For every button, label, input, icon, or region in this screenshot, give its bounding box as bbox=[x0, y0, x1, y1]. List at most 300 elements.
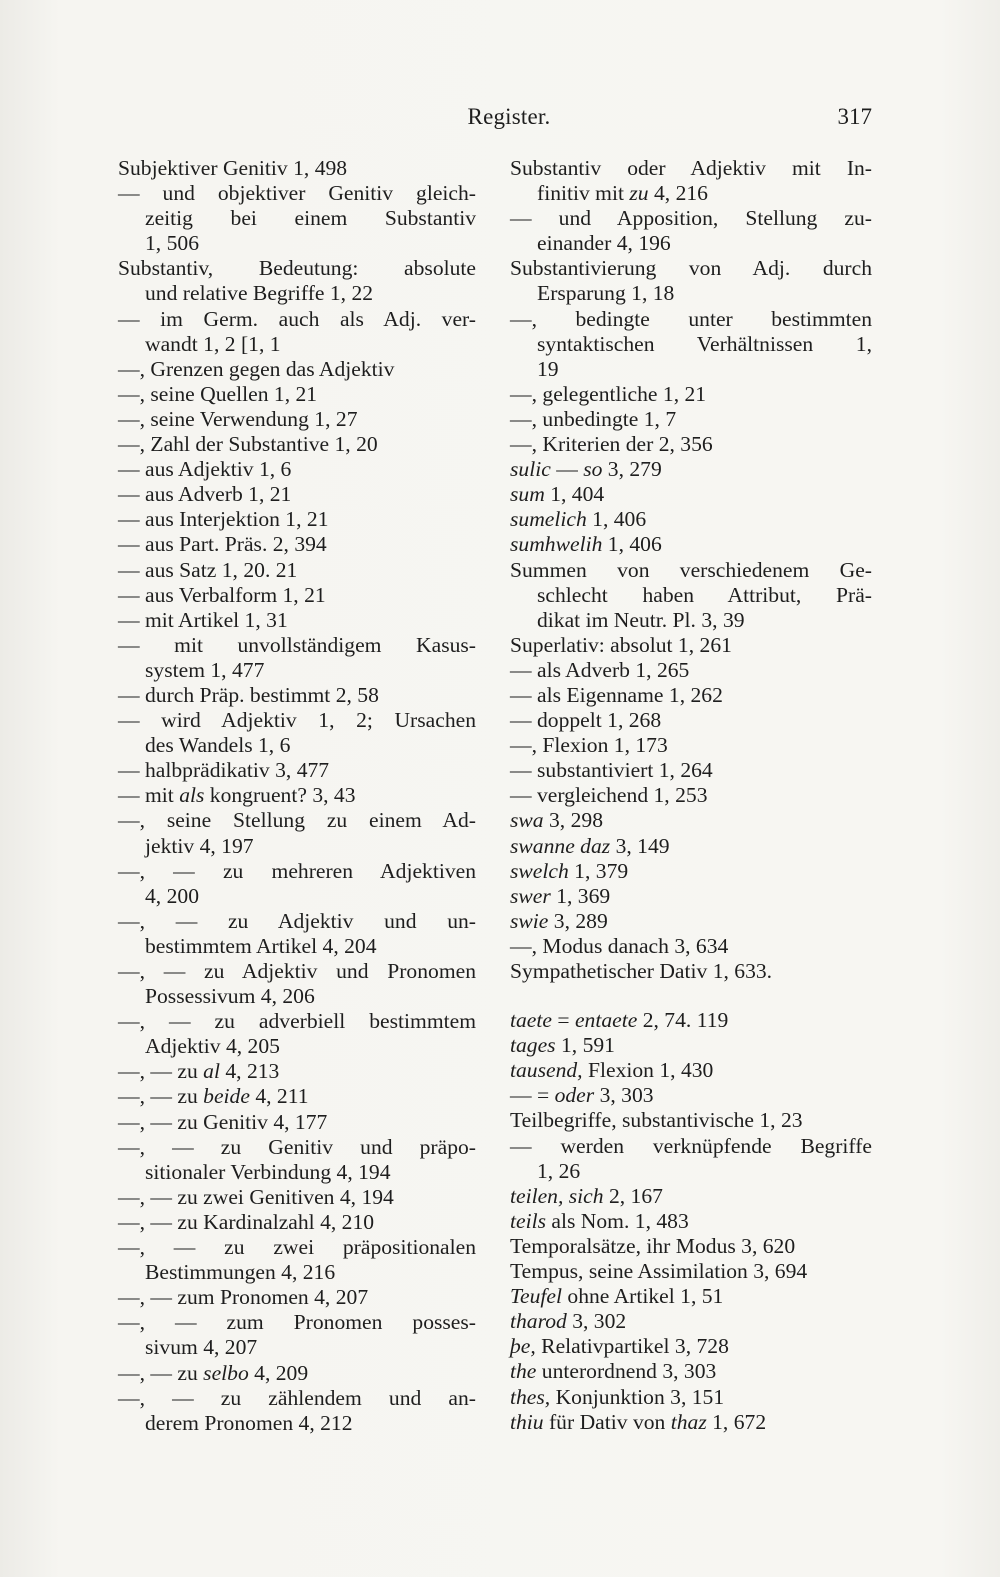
index-entry-line bbox=[510, 834, 872, 859]
index-entry-line bbox=[118, 758, 476, 783]
entry-text: Relativpartikel 3, 728 bbox=[535, 1334, 729, 1359]
index-entry-line bbox=[510, 859, 872, 884]
index-entry bbox=[510, 1359, 872, 1384]
entry-text: 1, 369 bbox=[550, 883, 611, 908]
entry-text: 4, 209 bbox=[248, 1360, 309, 1385]
entry-text: jektiv 4, 197 bbox=[145, 833, 254, 858]
index-entry-line bbox=[118, 206, 476, 231]
entry-text: —, — zu zwei Genitiven 4, 194 bbox=[118, 1184, 394, 1209]
index-entry bbox=[118, 1361, 476, 1386]
index-entry-line bbox=[510, 156, 872, 181]
entry-text: 2, 74. 119 bbox=[637, 1008, 729, 1033]
italic-term: taete bbox=[510, 1008, 552, 1033]
italic-term: tharod bbox=[510, 1309, 567, 1334]
italic-term: thiu bbox=[510, 1409, 544, 1434]
index-entry bbox=[118, 432, 476, 457]
index-entry bbox=[510, 1108, 872, 1133]
index-entry bbox=[118, 1084, 476, 1109]
index-entry-line bbox=[118, 708, 476, 733]
entry-text: 3, 149 bbox=[610, 833, 670, 858]
entry-text: 1, 26 bbox=[537, 1158, 581, 1183]
entry-text: 2, 167 bbox=[603, 1183, 663, 1208]
index-entry-line bbox=[118, 1260, 476, 1285]
entry-text: 4, 200 bbox=[145, 883, 199, 908]
index-entry-line bbox=[118, 909, 476, 934]
entry-text: syntaktischen Verhältnissen 1, bbox=[537, 331, 872, 356]
index-entry bbox=[510, 633, 872, 658]
entry-text: Bestimmungen 4, 216 bbox=[145, 1260, 336, 1285]
index-entry-line bbox=[118, 482, 476, 507]
index-entry-line bbox=[510, 1234, 872, 1259]
italic-term: swelch bbox=[510, 858, 569, 883]
index-entry-line bbox=[118, 156, 476, 181]
italic-term: als bbox=[179, 783, 205, 808]
index-entry bbox=[510, 1334, 872, 1359]
entry-text: 4, 213 bbox=[219, 1059, 280, 1084]
entry-text: 3, 298 bbox=[543, 808, 603, 833]
entry-text: Teilbegriffe, substantivische 1, 23 bbox=[510, 1108, 803, 1133]
italic-term: selbo bbox=[203, 1360, 249, 1385]
index-entry bbox=[118, 583, 476, 608]
entry-text: 1, 506 bbox=[145, 231, 199, 256]
index-entry-line bbox=[510, 1385, 872, 1410]
index-entry bbox=[510, 1259, 872, 1284]
entry-text: als Nom. 1, 483 bbox=[546, 1208, 689, 1233]
index-entry-line bbox=[510, 583, 872, 608]
index-entry bbox=[510, 206, 872, 256]
index-entry-line bbox=[118, 1084, 476, 1109]
index-entry-line bbox=[510, 783, 872, 808]
index-entry bbox=[510, 1083, 872, 1108]
entry-text: kongruent? 3, 43 bbox=[204, 783, 356, 808]
index-entry bbox=[510, 1033, 872, 1058]
entry-text: — mit Artikel 1, 31 bbox=[118, 607, 288, 632]
italic-term: swer bbox=[510, 883, 551, 908]
entry-text: — und Apposition, Stellung zu- bbox=[510, 206, 872, 231]
index-entry-line bbox=[510, 1309, 872, 1334]
entry-text: ohne Artikel 1, 51 bbox=[562, 1284, 724, 1309]
index-entry-line bbox=[118, 1009, 476, 1034]
index-entry-line bbox=[510, 1159, 872, 1184]
entry-text: — aus Adjektiv 1, 6 bbox=[118, 457, 292, 482]
italic-term: swanne daz bbox=[510, 833, 611, 858]
entry-text: Adjektiv 4, 205 bbox=[145, 1034, 280, 1059]
index-entry-line bbox=[118, 783, 476, 808]
italic-term: sulic bbox=[510, 457, 551, 482]
entry-text: 3, 279 bbox=[602, 457, 662, 482]
index-entry-line bbox=[510, 884, 872, 909]
index-entry-line bbox=[118, 507, 476, 532]
entry-text: finitiv mit bbox=[537, 181, 630, 206]
entry-text: —, — zu zwei präpositionalen bbox=[118, 1235, 476, 1260]
index-entry bbox=[510, 1209, 872, 1234]
index-entry bbox=[510, 482, 872, 507]
entry-text: Ersparung 1, 18 bbox=[537, 281, 675, 306]
index-entry-line bbox=[118, 1034, 476, 1059]
index-entry-line bbox=[118, 633, 476, 658]
entry-text: — durch Präp. bestimmt 2, 58 bbox=[118, 682, 379, 707]
index-entry-line bbox=[510, 1209, 872, 1234]
index-entry bbox=[510, 256, 872, 306]
index-entry bbox=[118, 1285, 476, 1310]
index-entry-line bbox=[510, 1259, 872, 1284]
italic-term: teils bbox=[510, 1208, 546, 1233]
index-entry bbox=[510, 156, 872, 206]
entry-text: bestimmtem Artikel 4, 204 bbox=[145, 933, 377, 958]
index-entry bbox=[510, 382, 872, 407]
index-entry-line bbox=[118, 934, 476, 959]
entry-text: Substantiv, Bedeutung: absolute bbox=[118, 256, 476, 281]
entry-text: — = bbox=[510, 1083, 555, 1108]
entry-text: dikat im Neutr. Pl. 3, 39 bbox=[537, 607, 745, 632]
index-entry-line bbox=[118, 658, 476, 683]
index-entry-line bbox=[118, 683, 476, 708]
index-entry-line bbox=[118, 357, 476, 382]
italic-term: sum bbox=[510, 482, 545, 507]
index-entry-line bbox=[510, 357, 872, 382]
entry-text: —, Modus danach 3, 634 bbox=[510, 933, 729, 958]
entry-text: —, Zahl der Substantive 1, 20 bbox=[118, 432, 378, 457]
index-entry bbox=[118, 507, 476, 532]
index-entry-line bbox=[118, 984, 476, 1009]
index-entry bbox=[118, 1135, 476, 1185]
entry-text: 1, 379 bbox=[568, 858, 629, 883]
index-entry bbox=[118, 959, 476, 1009]
index-entry bbox=[510, 909, 872, 934]
entry-text: 3, 302 bbox=[566, 1309, 627, 1334]
index-entry bbox=[510, 1309, 872, 1334]
index-entry bbox=[510, 1058, 872, 1083]
index-entry-line bbox=[510, 206, 872, 231]
index-entry bbox=[510, 1284, 872, 1309]
index-entry-line bbox=[118, 1310, 476, 1335]
index-entry bbox=[118, 1009, 476, 1059]
index-entry bbox=[118, 156, 476, 181]
entry-text: —, bedingte unter bestimmten bbox=[510, 306, 872, 331]
index-entry-line bbox=[510, 1134, 872, 1159]
index-entry-line bbox=[118, 181, 476, 206]
index-entry bbox=[118, 633, 476, 683]
index-entry bbox=[118, 357, 476, 382]
entry-text: — wird Adjektiv 1, 2; Ursachen bbox=[118, 708, 476, 733]
italic-term: entaete bbox=[574, 1008, 638, 1033]
entry-text: für Dativ von bbox=[543, 1409, 671, 1434]
index-entry-line bbox=[118, 532, 476, 557]
entry-text: und relative Begriffe 1, 22 bbox=[145, 281, 374, 306]
italic-term: beide bbox=[203, 1084, 250, 1109]
index-column-left bbox=[118, 156, 476, 1436]
entry-text: Tempus, seine Assimilation 3, 694 bbox=[510, 1259, 808, 1284]
index-entry bbox=[510, 407, 872, 432]
italic-term: tages bbox=[510, 1033, 556, 1058]
index-entry bbox=[118, 1235, 476, 1285]
index-column-right bbox=[510, 156, 872, 1435]
index-entry bbox=[510, 683, 872, 708]
index-entry-line bbox=[510, 1184, 872, 1209]
index-entry bbox=[510, 934, 872, 959]
entry-text: —, — zu Genitiv 4, 177 bbox=[118, 1109, 328, 1134]
index-entry-line bbox=[510, 507, 872, 532]
index-entry-line bbox=[118, 1059, 476, 1084]
entry-text: — halbprädikativ 3, 477 bbox=[118, 758, 330, 783]
entry-text: 3, 289 bbox=[548, 908, 608, 933]
entry-text: —, — zu bbox=[118, 1059, 204, 1084]
index-entry-line bbox=[118, 332, 476, 357]
italic-term: so bbox=[583, 457, 603, 482]
entry-text: 1, 672 bbox=[706, 1409, 767, 1434]
index-entry bbox=[118, 808, 476, 858]
index-entry bbox=[510, 808, 872, 833]
entry-text: —, seine Quellen 1, 21 bbox=[118, 381, 318, 406]
italic-term: swie bbox=[510, 908, 549, 933]
index-entry bbox=[118, 708, 476, 758]
entry-text: 3, 303 bbox=[594, 1083, 654, 1108]
entry-text: —, — zu mehreren Adjektiven bbox=[118, 858, 476, 883]
index-entry bbox=[510, 507, 872, 532]
entry-text: wandt 1, 2 [1, 1 bbox=[145, 331, 281, 356]
entry-text: —, gelegentliche 1, 21 bbox=[510, 381, 707, 406]
index-entry-line bbox=[118, 558, 476, 583]
index-entry-line bbox=[510, 307, 872, 332]
index-entry-line bbox=[510, 1008, 872, 1033]
index-entry-line bbox=[510, 683, 872, 708]
entry-text: Subjektiver Genitiv 1, 498 bbox=[118, 156, 348, 180]
index-entry-line bbox=[510, 808, 872, 833]
entry-text: = bbox=[551, 1008, 575, 1033]
italic-term: þe, bbox=[510, 1334, 536, 1359]
index-entry-line bbox=[118, 1386, 476, 1411]
entry-text: —, seine Verwendung 1, 27 bbox=[118, 406, 358, 431]
italic-term: zu bbox=[629, 181, 649, 206]
entry-text: — aus Satz 1, 20. 21 bbox=[118, 557, 298, 582]
index-entry-line bbox=[118, 1160, 476, 1185]
index-entry-line bbox=[510, 558, 872, 583]
index-entry bbox=[118, 382, 476, 407]
index-entry bbox=[118, 181, 476, 256]
index-entry bbox=[510, 1008, 872, 1033]
index-entry bbox=[510, 1134, 872, 1184]
index-entry-line bbox=[118, 959, 476, 984]
index-entry bbox=[118, 909, 476, 959]
index-entry-line bbox=[118, 281, 476, 306]
entry-text: unterordnend 3, 303 bbox=[536, 1359, 717, 1384]
index-entry bbox=[118, 1185, 476, 1210]
entry-text: Konjunktion 3, 151 bbox=[550, 1384, 725, 1409]
index-entry-line bbox=[118, 432, 476, 457]
index-entry-line bbox=[118, 1110, 476, 1135]
index-entry-line bbox=[118, 1135, 476, 1160]
index-entry-line bbox=[118, 382, 476, 407]
index-entry bbox=[510, 457, 872, 482]
entry-text: 19 bbox=[537, 356, 559, 381]
entry-text: system 1, 477 bbox=[145, 657, 265, 682]
entry-text: —, — zu zählendem und an- bbox=[118, 1385, 476, 1410]
page-number: 317 bbox=[837, 104, 872, 129]
entry-text: — aus Verbalform 1, 21 bbox=[118, 582, 326, 607]
italic-term: the bbox=[510, 1359, 537, 1384]
index-entry bbox=[510, 834, 872, 859]
entry-text: —, — zu bbox=[118, 1084, 204, 1109]
index-entry-line bbox=[510, 407, 872, 432]
index-entry bbox=[510, 307, 872, 382]
entry-text: — bbox=[550, 457, 584, 482]
entry-text: Possessivum 4, 206 bbox=[145, 984, 315, 1009]
entry-text: —, — zu Kardinalzahl 4, 210 bbox=[118, 1209, 375, 1234]
index-entry-line bbox=[118, 884, 476, 909]
index-entry-line bbox=[510, 1359, 872, 1384]
entry-text: Flexion 1, 430 bbox=[582, 1058, 714, 1083]
index-entry bbox=[510, 432, 872, 457]
entry-text: 1, 591 bbox=[555, 1033, 615, 1058]
index-entry-line bbox=[118, 407, 476, 432]
index-entry bbox=[118, 859, 476, 909]
index-entry-line bbox=[510, 1284, 872, 1309]
index-entry-line bbox=[510, 708, 872, 733]
entry-text: des Wandels 1, 6 bbox=[145, 733, 291, 758]
entry-text: —, — zum Pronomen posses- bbox=[118, 1310, 476, 1335]
index-entry bbox=[510, 708, 872, 733]
entry-text: — doppelt 1, 268 bbox=[510, 708, 662, 733]
index-entry bbox=[510, 558, 872, 633]
index-entry-line bbox=[118, 1361, 476, 1386]
index-entry-line bbox=[510, 758, 872, 783]
entry-text: Substantiv oder Adjektiv mit In- bbox=[510, 156, 872, 180]
index-entry-line bbox=[118, 1235, 476, 1260]
italic-term: tausend, bbox=[510, 1058, 583, 1083]
index-entry bbox=[510, 1184, 872, 1209]
italic-term: teilen, sich bbox=[510, 1183, 604, 1208]
entry-text: — aus Interjektion 1, 21 bbox=[118, 507, 329, 532]
index-entry bbox=[510, 1410, 872, 1435]
index-entry-line bbox=[118, 859, 476, 884]
entry-text: —, — zu Genitiv und präpo- bbox=[118, 1134, 476, 1159]
index-entry-line bbox=[510, 658, 872, 683]
index-entry bbox=[510, 859, 872, 884]
index-entry bbox=[118, 683, 476, 708]
index-entry bbox=[118, 407, 476, 432]
index-entry bbox=[510, 959, 872, 984]
index-entry-line bbox=[510, 332, 872, 357]
italic-term: Teufel bbox=[510, 1284, 562, 1309]
entry-text: — als Adverb 1, 265 bbox=[510, 657, 690, 682]
index-entry bbox=[510, 532, 872, 557]
index-entry bbox=[510, 733, 872, 758]
index-entry-line bbox=[510, 1334, 872, 1359]
index-entry-line bbox=[510, 733, 872, 758]
entry-text: —, Flexion 1, 173 bbox=[510, 733, 668, 758]
italic-term: thes, bbox=[510, 1384, 551, 1409]
index-entry-line bbox=[118, 307, 476, 332]
index-entry bbox=[118, 608, 476, 633]
entry-text: —, — zu Adjektiv und un- bbox=[118, 908, 476, 933]
entry-text: —, seine Stellung zu einem Ad- bbox=[118, 808, 476, 833]
index-entry-line bbox=[118, 256, 476, 281]
index-entry bbox=[118, 1386, 476, 1436]
index-entry-line bbox=[118, 457, 476, 482]
entry-text: 1, 406 bbox=[586, 507, 647, 532]
entry-text: — vergleichend 1, 253 bbox=[510, 783, 708, 808]
entry-text: —, unbedingte 1, 7 bbox=[510, 406, 677, 431]
entry-text: — und objektiver Genitiv gleich- bbox=[118, 181, 476, 206]
index-entry bbox=[510, 758, 872, 783]
italic-term: sumelich bbox=[510, 507, 587, 532]
index-entry bbox=[118, 307, 476, 357]
index-entry-line bbox=[510, 382, 872, 407]
italic-term: sumhwelih bbox=[510, 532, 603, 557]
index-entry bbox=[118, 482, 476, 507]
entry-text: — als Eigenname 1, 262 bbox=[510, 682, 723, 707]
index-entry-line bbox=[510, 1410, 872, 1435]
index-entry-line bbox=[118, 583, 476, 608]
index-entry-line bbox=[118, 608, 476, 633]
index-entry-line bbox=[118, 231, 476, 256]
index-entry-line bbox=[510, 482, 872, 507]
italic-term: al bbox=[203, 1059, 220, 1084]
index-entry bbox=[510, 1385, 872, 1410]
entry-text: zeitig bei einem Substantiv bbox=[145, 206, 476, 231]
index-entry-line bbox=[510, 457, 872, 482]
italic-term: thaz bbox=[670, 1409, 707, 1434]
index-entry bbox=[510, 783, 872, 808]
entry-text: sitionaler Verbindung 4, 194 bbox=[145, 1159, 391, 1184]
index-entry bbox=[118, 558, 476, 583]
entry-text: schlecht haben Attribut, Prä- bbox=[537, 582, 872, 607]
index-entry bbox=[118, 1210, 476, 1235]
entry-text: sivum 4, 207 bbox=[145, 1335, 258, 1360]
index-entry bbox=[510, 658, 872, 683]
entry-text: — aus Adverb 1, 21 bbox=[118, 482, 292, 507]
running-header: Register. bbox=[467, 104, 551, 129]
entry-text: — werden verknüpfende Begriffe bbox=[510, 1133, 872, 1158]
entry-text: —, Grenzen gegen das Adjektiv bbox=[118, 356, 395, 381]
index-entry-line bbox=[118, 1210, 476, 1235]
entry-text: — aus Part. Präs. 2, 394 bbox=[118, 532, 327, 557]
entry-text: derem Pronomen 4, 212 bbox=[145, 1410, 353, 1435]
index-entry-line bbox=[118, 1411, 476, 1436]
index-entry-line bbox=[510, 432, 872, 457]
index-entry bbox=[118, 783, 476, 808]
index-entry-line bbox=[510, 281, 872, 306]
index-entry bbox=[118, 256, 476, 306]
entry-text: —, — zum Pronomen 4, 207 bbox=[118, 1285, 369, 1310]
entry-text: — im Germ. auch als Adj. ver- bbox=[118, 306, 476, 331]
index-entry bbox=[118, 532, 476, 557]
entry-text: einander 4, 196 bbox=[537, 231, 671, 256]
entry-text: — substantiviert 1, 264 bbox=[510, 758, 713, 783]
index-entry bbox=[118, 1310, 476, 1360]
entry-text: —, Kriterien der 2, 356 bbox=[510, 432, 713, 457]
italic-term: swa bbox=[510, 808, 544, 833]
index-entry-line bbox=[118, 1335, 476, 1360]
entry-text: Sympathetischer Dativ 1, 633. bbox=[510, 959, 773, 983]
index-entry-line bbox=[510, 608, 872, 633]
entry-text: 1, 406 bbox=[602, 532, 662, 557]
entry-text: — mit unvollständigem Kasus- bbox=[118, 632, 476, 657]
index-entry-line bbox=[118, 733, 476, 758]
entry-text: Summen von verschiedenem Ge- bbox=[510, 557, 872, 582]
entry-text: Temporalsätze, ihr Modus 3, 620 bbox=[510, 1233, 796, 1258]
index-entry-line bbox=[510, 181, 872, 206]
index-entry-line bbox=[510, 934, 872, 959]
index-entry bbox=[510, 884, 872, 909]
index-entry-line bbox=[510, 959, 872, 984]
entry-text: —, — zu bbox=[118, 1360, 204, 1385]
entry-text: Superlativ: absolut 1, 261 bbox=[510, 632, 732, 657]
index-entry-line bbox=[510, 1058, 872, 1083]
entry-text: 4, 211 bbox=[249, 1084, 309, 1109]
index-entry-line bbox=[510, 1108, 872, 1133]
index-entry-line bbox=[118, 834, 476, 859]
